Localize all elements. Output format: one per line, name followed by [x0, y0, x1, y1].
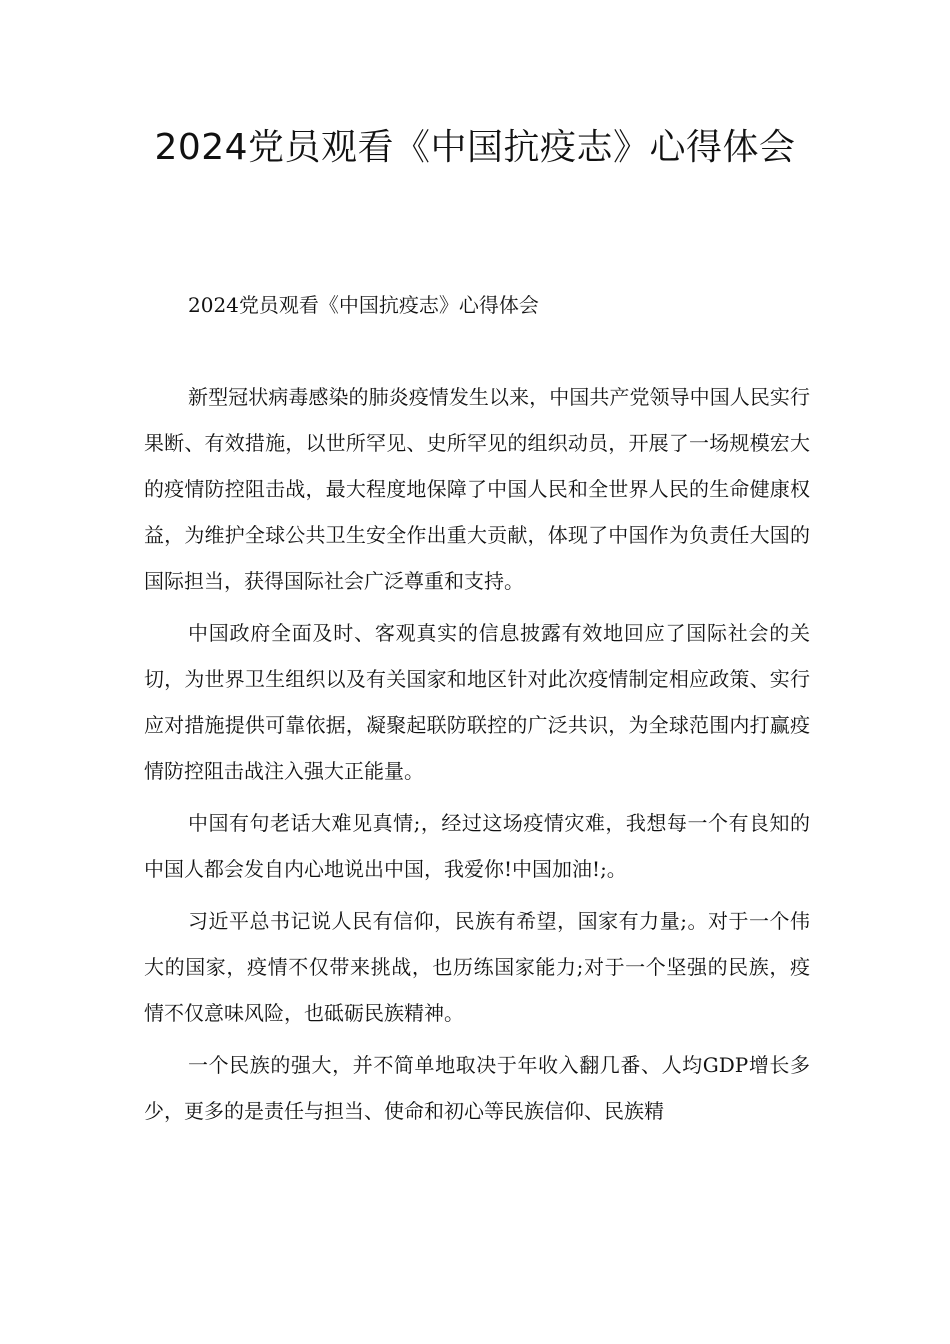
paragraph-1: 新型冠状病毒感染的肺炎疫情发生以来，中国共产党领导中国人民实行果断、有效措施，以世所罕见、史所罕见的组织动员，开展了一场规模宏大的疫情防控阻击战，最大程度地保障了中国人民和全世界人民的生命健康权益，为维护全球公共卫生安全作出重大贡献，体现了中国作为负责任大国的国际担当，获得国际社会广泛尊重和支持。 — [144, 385, 810, 593]
paragraph-5: 一个民族的强大，并不简单地取决于年收入翻几番、人均GDP增长多少，更多的是责任与担当、使命和初心等民族信仰、民族精 — [144, 1053, 810, 1123]
document-title: 2024党员观看《中国抗疫志》心得体会 — [154, 127, 796, 168]
paragraph-2: 中国政府全面及时、客观真实的信息披露有效地回应了国际社会的关切，为世界卫生组织以及有关国家和地区针对此次疫情制定相应政策、实行应对措施提供可靠依据，凝聚起联防联控的广泛共识，为全球范围内打赢疫情防控阻击战注入强大正能量。 — [144, 621, 810, 783]
paragraph-3: 中国有句老话大难见真情;，经过这场疫情灾难，我想每一个有良知的中国人都会发自内心地说出中国，我爱你!中国加油!;。 — [144, 811, 810, 881]
document-subtitle: 2024党员观看《中国抗疫志》心得体会 — [188, 293, 539, 317]
paragraph-4: 习近平总书记说人民有信仰，民族有希望，国家有力量;。对于一个伟大的国家，疫情不仅带来挑战，也历练国家能力;对于一个坚强的民族，疫情不仅意味风险，也砥砺民族精神。 — [144, 909, 810, 1025]
document-body — [144, 282, 810, 1134]
